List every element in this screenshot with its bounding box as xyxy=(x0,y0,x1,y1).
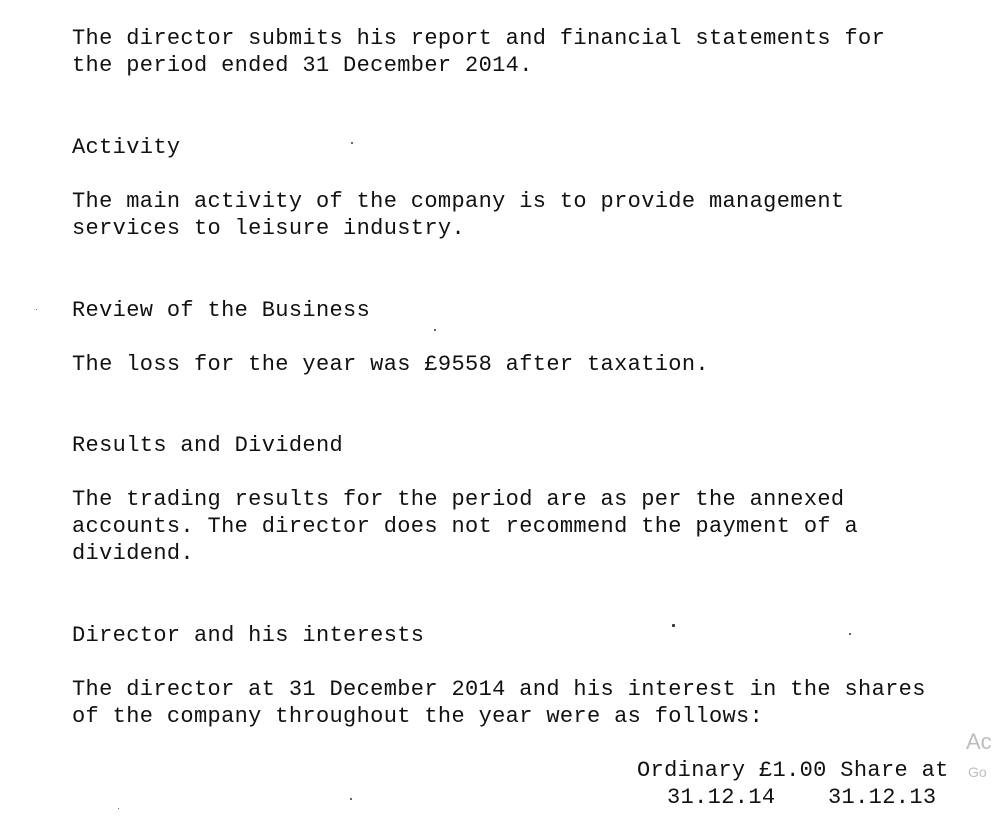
section-heading-director: Director and his interests xyxy=(72,623,425,648)
scan-speck xyxy=(672,624,675,627)
director-line-2: of the company throughout the year were as follows: xyxy=(72,704,764,729)
section-heading-results: Results and Dividend xyxy=(72,433,344,458)
scan-speck xyxy=(351,142,353,144)
scan-speck xyxy=(36,309,37,310)
section-heading-review: Review of the Business xyxy=(72,298,371,323)
scan-speck xyxy=(350,798,352,800)
shares-column-header: Ordinary £1.00 Share at xyxy=(637,758,949,783)
results-line-1: The trading results for the period are as per the annexed xyxy=(72,487,845,512)
activation-watermark-large: Ac xyxy=(966,729,992,754)
intro-line-2: the period ended 31 December 2014. xyxy=(72,53,533,78)
director-line-1: The director at 31 December 2014 and his interest in the shares xyxy=(72,677,926,702)
scan-speck xyxy=(849,633,851,635)
review-line-1: The loss for the year was £9558 after taxation. xyxy=(72,352,709,377)
activation-watermark-small: Go xyxy=(968,764,987,780)
intro-line-1: The director submits his report and financial statements for xyxy=(72,26,886,51)
shares-date-2013: 31.12.13 xyxy=(828,785,937,810)
shares-date-2014: 31.12.14 xyxy=(667,785,776,810)
section-heading-activity: Activity xyxy=(72,135,181,160)
results-line-2: accounts. The director does not recommend the payment of a xyxy=(72,514,859,539)
activity-line-1: The main activity of the company is to provide management xyxy=(72,189,845,214)
scan-speck xyxy=(434,329,436,331)
scan-speck xyxy=(118,808,119,809)
activity-line-2: services to leisure industry. xyxy=(72,216,466,241)
results-line-3: dividend. xyxy=(72,541,194,566)
